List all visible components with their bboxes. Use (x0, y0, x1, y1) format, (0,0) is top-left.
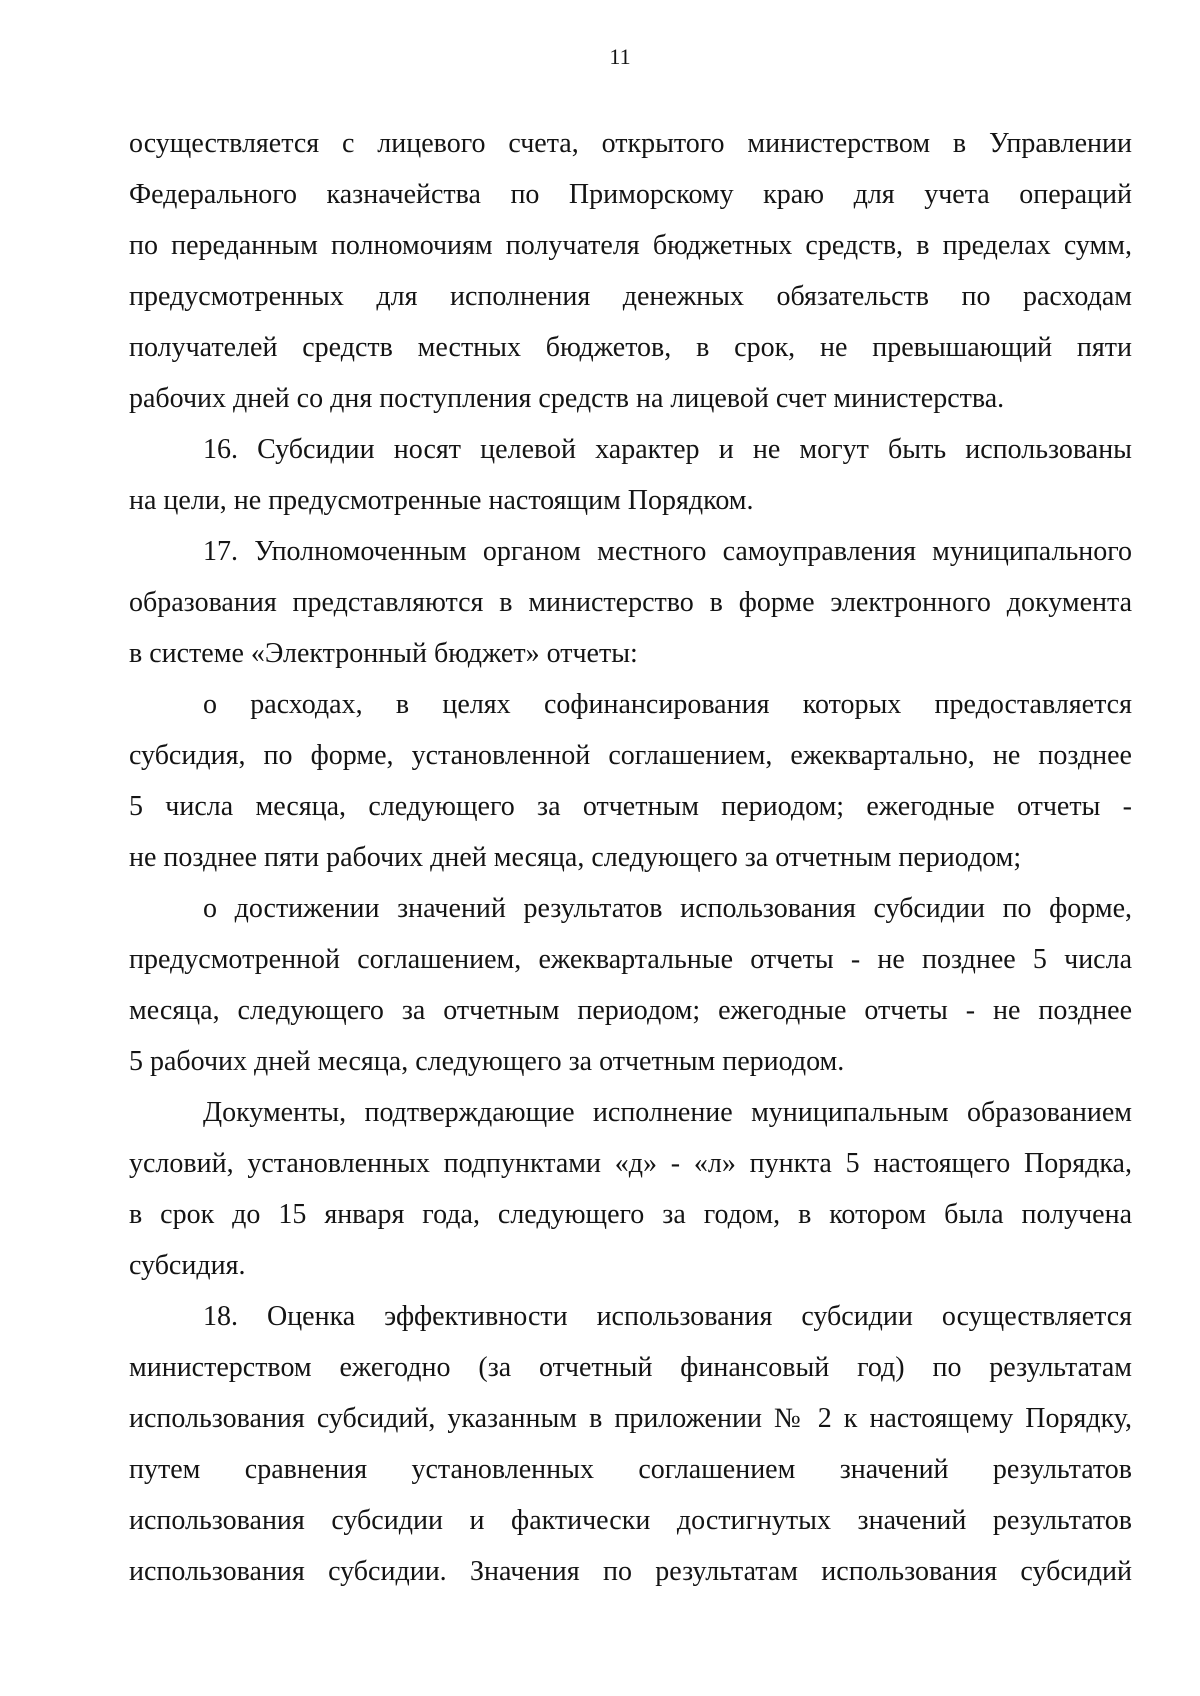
text-line: в системе «Электронный бюджет» отчеты: (129, 638, 638, 669)
text-line: условий, установленных подпунктами «д» - «л» пункта 5 настоящего Порядка, (129, 1148, 1132, 1179)
text-line: образования представляются в министерство в форме электронного документа (129, 587, 1132, 618)
paragraph-16-start: 16. Субсидии носят целевой характер и не могут быть использованы (203, 434, 1132, 465)
text-line: осуществляется с лицевого счета, открытого министерством в Управлении (129, 128, 1132, 159)
text-line: в срок до 15 января года, следующего за годом, в котором была получена (129, 1199, 1132, 1230)
text-line: не позднее пяти рабочих дней месяца, следующего за отчетным периодом; (129, 842, 1022, 873)
text-line: получателей средств местных бюджетов, в срок, не превышающий пяти (129, 332, 1132, 363)
text-line: субсидия. (129, 1250, 246, 1281)
text-line: на цели, не предусмотренные настоящим Порядком. (129, 485, 754, 516)
text-line: по переданным полномочиям получателя бюджетных средств, в пределах сумм, (129, 230, 1132, 261)
paragraph-17-start: 17. Уполномоченным органом местного самоуправления муниципального (203, 536, 1132, 567)
text-line: 5 числа месяца, следующего за отчетным периодом; ежегодные отчеты - (129, 791, 1132, 822)
text-line: Федерального казначейства по Приморскому краю для учета операций (129, 179, 1132, 210)
document-body (129, 118, 1132, 1597)
text-line: 5 рабочих дней месяца, следующего за отчетным периодом. (129, 1046, 845, 1077)
text-line: использования субсидии. Значения по результатам использования субсидий (129, 1556, 1132, 1587)
paragraph-expenses-start: о расходах, в целях софинансирования которых предоставляется (203, 689, 1132, 720)
text-line: месяца, следующего за отчетным периодом; ежегодные отчеты - не позднее (129, 995, 1132, 1026)
page-number: 11 (609, 44, 631, 69)
text-line: предусмотренных для исполнения денежных обязательств по расходам (129, 281, 1132, 312)
text-line: субсидия, по форме, установленной соглашением, ежеквартально, не позднее (129, 740, 1132, 771)
paragraph-results-start: о достижении значений результатов использования субсидии по форме, (203, 893, 1132, 924)
text-line: использования субсидии и фактически достигнутых значений результатов (129, 1505, 1132, 1536)
text-line: министерством ежегодно (за отчетный финансовый год) по результатам (129, 1352, 1132, 1383)
paragraph-18-start: 18. Оценка эффективности использования субсидии осуществляется (203, 1301, 1132, 1332)
paragraph-documents-start: Документы, подтверждающие исполнение муниципальным образованием (203, 1097, 1132, 1128)
text-line: путем сравнения установленных соглашением значений результатов (129, 1454, 1132, 1485)
text-line: рабочих дней со дня поступления средств на лицевой счет министерства. (129, 383, 1005, 414)
text-line: предусмотренной соглашением, ежеквартальные отчеты - не позднее 5 числа (129, 944, 1132, 975)
text-line: использования субсидий, указанным в приложении № 2 к настоящему Порядку, (129, 1403, 1132, 1434)
